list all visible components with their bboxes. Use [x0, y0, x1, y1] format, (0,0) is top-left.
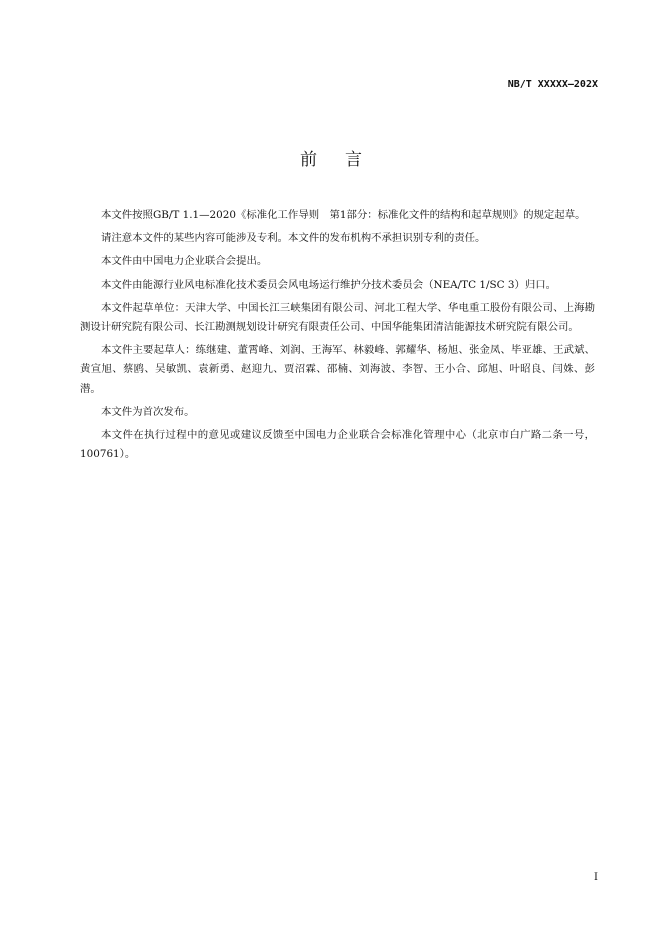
paragraph-drafters: 本文件主要起草人：练继建、董霄峰、刘润、王海军、林毅峰、郭耀华、杨旭、张金凤、毕亚雄、王武斌、黄宣旭、蔡鸥、吴敏凯、袁新勇、赵迎九、贾沼霖、邵楠、刘海波、李智、王小合、邱旭、叶昭良、闫姝、彭潜。 — [80, 344, 595, 395]
paragraph-technical-committee: 本文件由能源行业风电标准化技术委员会风电场运行维护分技术委员会（NEA/TC 1/SC 3）归口。 — [101, 278, 557, 291]
paragraph-patent-notice: 请注意本文件的某些内容可能涉及专利。本文件的发布机构不承担识别专利的责任。 — [101, 232, 486, 245]
page-title: 前言 — [300, 150, 390, 170]
paragraph-drafting-rules: 本文件按照GB/T 1.1—2020《标准化工作导则 第1部分：标准化文件的结构和起草规则》的规定起草。 — [101, 209, 586, 221]
document-number: NB/T XXXXX—202X — [507, 79, 598, 90]
paragraph-proposer: 本文件由中国电力企业联合会提出。 — [101, 255, 268, 268]
foreword-body — [80, 206, 595, 468]
paragraph-feedback: 本文件在执行过程中的意见或建议反馈至中国电力企业联合会标准化管理中心（北京市白广路二条一号，100761）。 — [80, 429, 595, 461]
page-number: I — [594, 872, 598, 883]
paragraph-first-edition: 本文件为首次发布。 — [101, 405, 195, 418]
paragraph-drafting-organizations: 本文件起草单位：天津大学、中国长江三峡集团有限公司、河北工程大学、华电重工股份有限公司、上海勘测设计研究院有限公司、长江勘测规划设计研究有限责任公司、中国华能集团清洁能源技术研究院有限公司。 — [80, 301, 595, 334]
